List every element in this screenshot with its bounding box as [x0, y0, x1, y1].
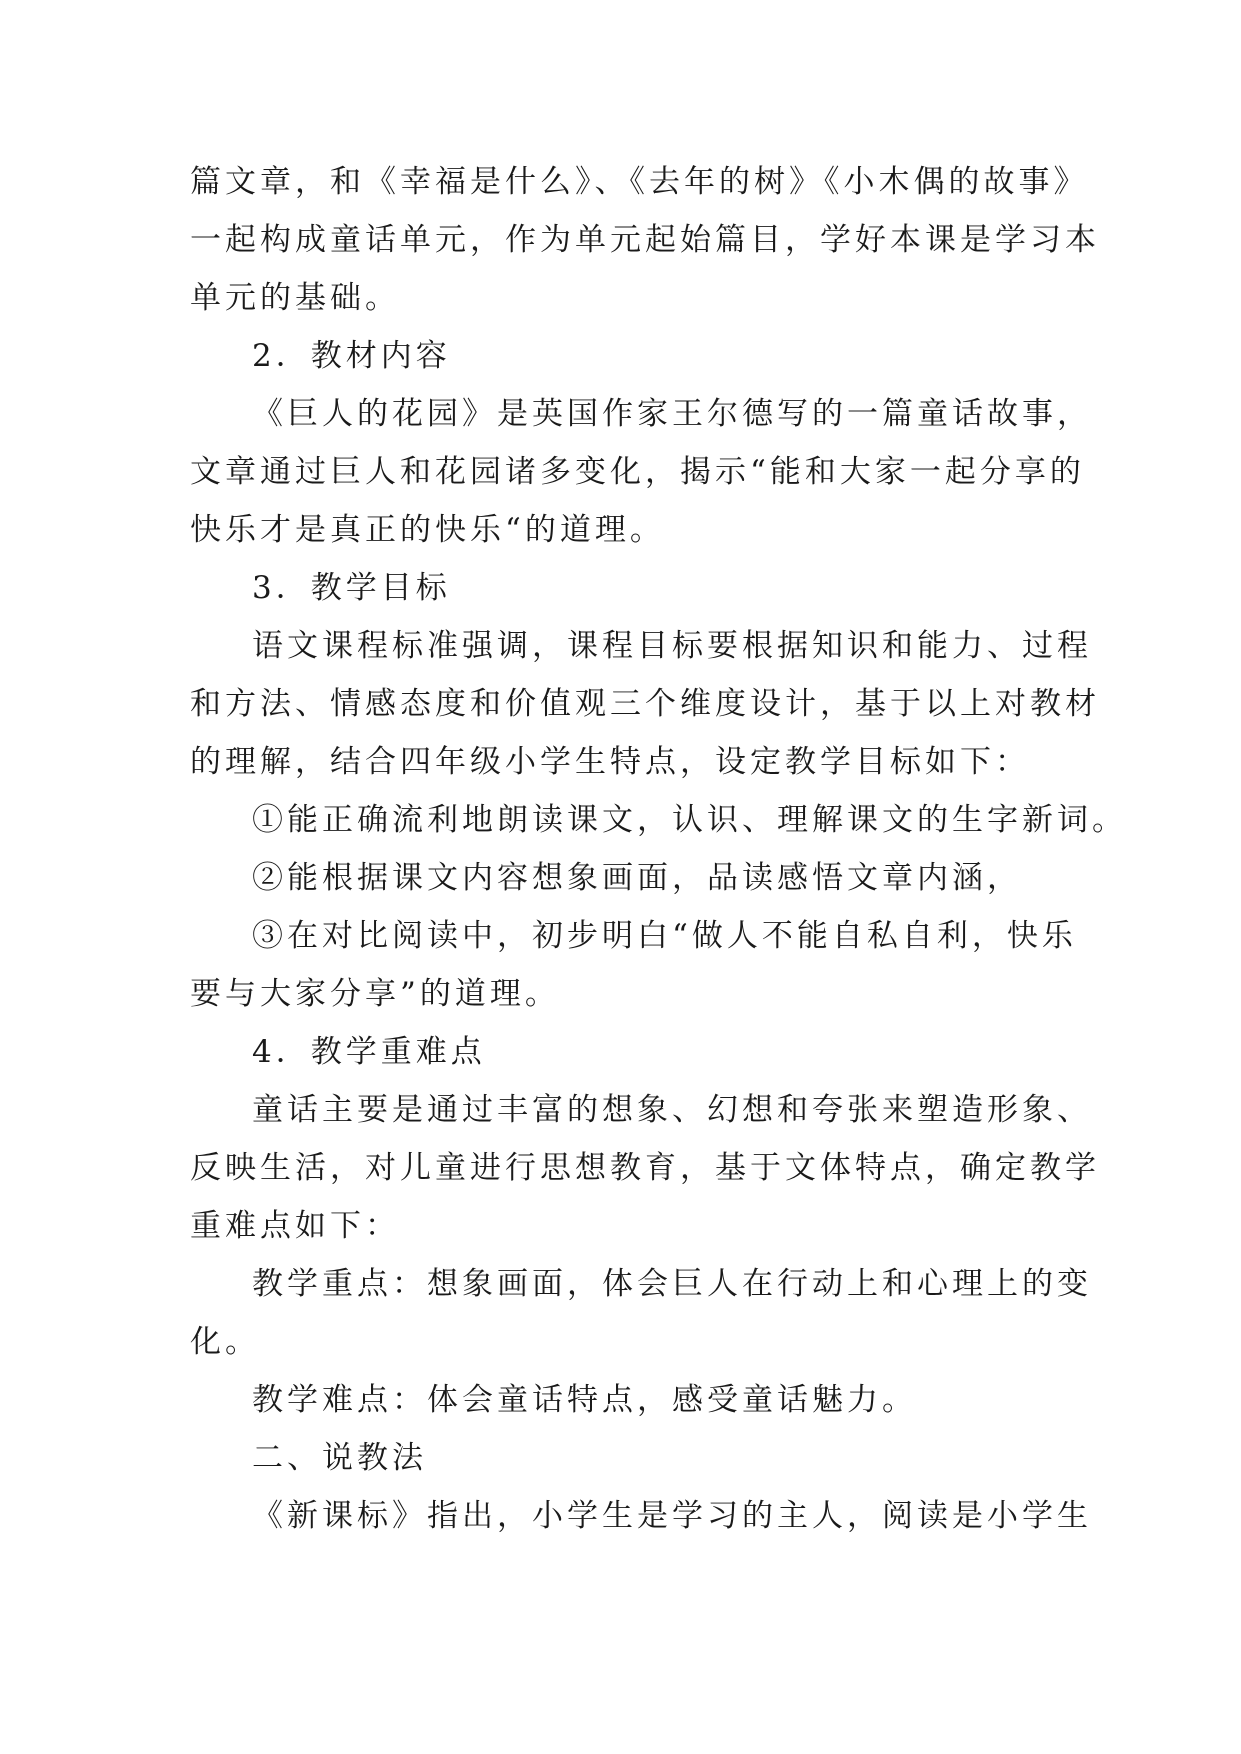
text-line: 童话主要是通过丰富的想象、幻想和夸张来塑造形象、	[252, 1092, 1092, 1128]
text-line: 一起构成童话单元，作为单元起始篇目，学好本课是学习本	[190, 222, 1100, 258]
section-heading: 2．教材内容	[252, 338, 451, 374]
text-line: 文章通过巨人和花园诸多变化，揭示“能和大家一起分享的	[190, 454, 1085, 490]
list-item: ①能正确流利地朗读课文，认识、理解课文的生字新词。	[252, 802, 1127, 838]
list-item: ②能根据课文内容想象画面，品读感悟文章内涵，	[252, 860, 1022, 896]
text-line: 重难点如下：	[190, 1208, 400, 1244]
text-line: 和方法、情感态度和价值观三个维度设计，基于以上对教材	[190, 686, 1100, 722]
list-item: ③在对比阅读中，初步明白“做人不能自私自利，快乐	[252, 918, 1077, 954]
text-line: 反映生活，对儿童进行思想教育，基于文体特点，确定教学	[190, 1150, 1100, 1186]
text-line: 篇文章，和《幸福是什么》、《去年的树》《小木偶的故事》	[190, 164, 1089, 200]
text-line: 《新课标》指出，小学生是学习的主人，阅读是小学生	[252, 1498, 1092, 1534]
text-line: 语文课程标准强调，课程目标要根据知识和能力、过程	[252, 628, 1092, 664]
document-body	[190, 153, 1127, 1545]
text-line: 单元的基础。	[190, 280, 400, 316]
section-heading: 3．教学目标	[252, 570, 451, 606]
text-line: 快乐才是真正的快乐“的道理。	[190, 512, 665, 548]
section-heading: 二、说教法	[252, 1440, 427, 1476]
text-line: 教学难点：体会童话特点，感受童话魅力。	[252, 1382, 917, 1418]
text-line: 《巨人的花园》是英国作家王尔德写的一篇童话故事，	[252, 396, 1092, 432]
text-line: 化。	[190, 1324, 260, 1360]
text-line: 教学重点：想象画面，体会巨人在行动上和心理上的变	[252, 1266, 1092, 1302]
text-line: 要与大家分享”的道理。	[190, 976, 560, 1012]
text-line: 的理解，结合四年级小学生特点，设定教学目标如下：	[190, 744, 1030, 780]
section-heading: 4．教学重难点	[252, 1034, 486, 1070]
